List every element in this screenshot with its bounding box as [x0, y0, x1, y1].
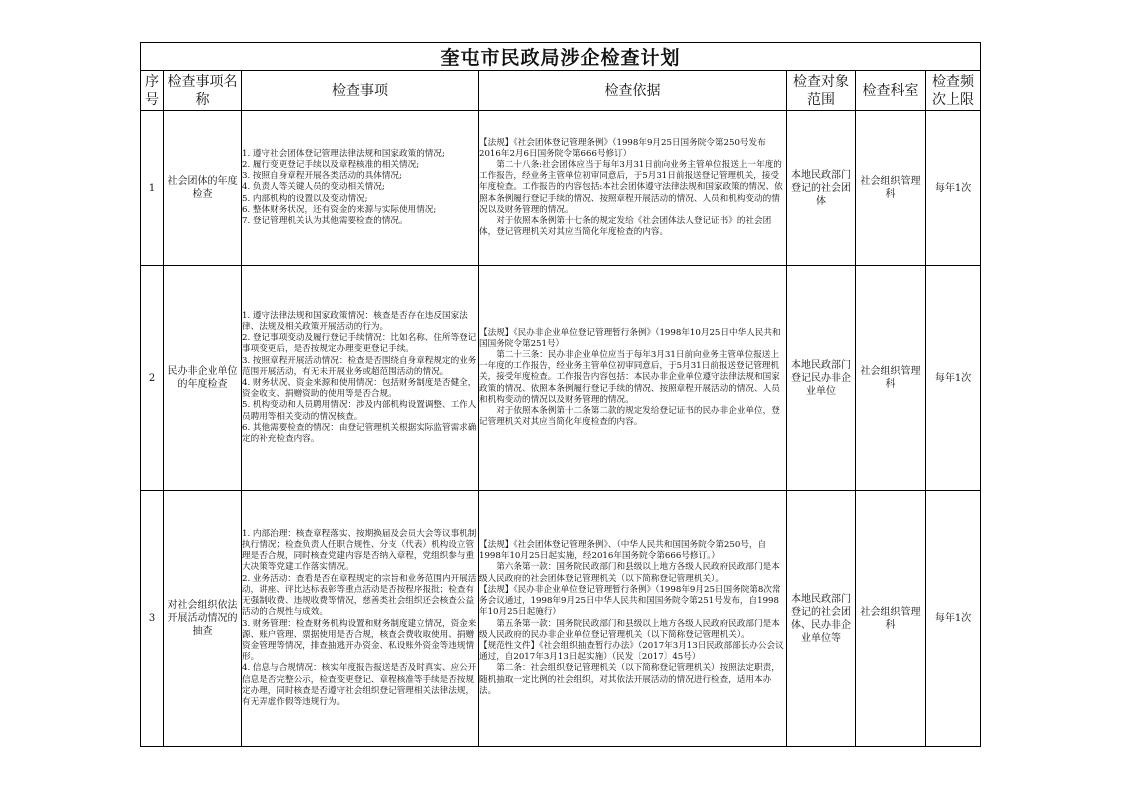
item-line: 4. 信息与合规情况：核实年度报告报送是否及时真实、应公开信息是否完整公示，检查变更登记、章程核准等手续是否按规定办理，同时核查是否遵守社会组织登记管理相关法律法规，有无弄虚作假等违规行为。 [242, 663, 477, 707]
item-line: 2. 履行变更登记手续以及章程核准的相关情况; [242, 159, 420, 170]
page-title: 奎屯市民政局涉企检查计划 [141, 43, 981, 71]
row-freq: 每年1次 [926, 491, 981, 747]
row-name: 对社会组织依法开展活动情况的抽查 [164, 491, 242, 747]
item-line: 2. 业务活动：查看是否在章程规定的宗旨和业务范围内开展活动，讲座、评比达标表彰等重点活动是否按程序报批；检查有无强制收费、违规收费等情况，慈善类社会组织还会核查公益活动的合规性与成效。 [242, 573, 477, 618]
row-items [242, 111, 479, 266]
row-items [242, 266, 479, 491]
header-seq: 序号 [141, 71, 164, 111]
basis-line: 对于依照本条例第十七条的规定发给《社会团体法人登记证书》的社会团体，登记管理机关对其应当简化年度检查的内容。 [479, 216, 772, 238]
row-name: 社会团体的年度检查 [164, 111, 242, 266]
header-scope: 检查对象范围 [787, 71, 856, 111]
item-line: 4. 财务状况、资金来源和使用情况：包括财务制度是否健全，资金收支、捐赠资助的使用等是否合规。 [242, 378, 477, 400]
item-line: 2. 登记事项变动及履行登记手续情况：比如名称、住所等登记事项变更后，是否按规定办理变更登记手续。 [242, 333, 477, 355]
row-scope: 本地民政部门登记的社会团体 [787, 111, 856, 266]
basis-line: 【法规】《民办非企业单位登记管理暂行条例》（1998年10月25日中华人民共和国国务院令第251号） [479, 327, 781, 349]
header-items: 检查事项 [242, 71, 479, 111]
header-name: 检查事项名称 [164, 71, 242, 111]
header-freq: 检查频次上限 [926, 71, 981, 111]
item-line: 5. 内部机构的设置以及变动情况; [242, 193, 368, 204]
item-line: 6. 其他需要检查的情况：由登记管理机关根据实际监管需求确定的补充检查内容。 [242, 422, 477, 445]
basis-line: 对于依照本条例第十二条第二款的规定发给登记证书的民办非企业单位，登记管理机关对其应当简化年度检查的内容。 [479, 406, 780, 428]
basis-line: 第二条：社会组织登记管理机关（以下简称登记管理机关）按照法定职责，随机抽取一定比例的社会组织，对其依法开展活动的情况进行检查，适用本办法。 [479, 663, 780, 696]
table-row [141, 491, 981, 747]
basis-line: 【法规】《社会团体登记管理条例》、（中华人民共和国国务院令第250号，自1998年10月25日起实施，经2016年国务院令第666号修订。） [479, 540, 767, 562]
basis-line: 第五条第一款：国务院民政部门和县级以上地方各级人民政府民政部门是本级人民政府的民办非企业单位登记管理机关（以下简称登记管理机关）。 [479, 618, 780, 640]
basis-line: 【规范性文件】《社会组织抽查暂行办法》（2017年3月13日民政部部长办公会议通过，自2017年3月13日起实施）（民发〔2017〕45号） [479, 640, 784, 663]
basis-line: 第二十八条:社会团体应当于每年3月31日前向业务主管单位报送上一年度的工作报告，经业务主管单位初审同意后，于5月31日前报送登记管理机关，接受年度检查。工作报告的内容包括:本社会团体遵守法律法规和国家政策的情况、依照本条例履行登记手续的情况、按照章程开展活动的情况、人员和机构变动的情况以及财务管理的情况。 [479, 159, 783, 215]
row-seq: 2 [141, 266, 164, 491]
row-freq: 每年1次 [926, 111, 981, 266]
row-scope: 本地民政部门登记的社会团体、民办非企业单位等 [787, 491, 856, 747]
row-office: 社会组织管理科 [856, 266, 926, 491]
table-row [141, 111, 981, 266]
row-items [242, 491, 479, 747]
row-seq: 3 [141, 491, 164, 747]
inspection-plan-table [140, 42, 981, 747]
row-name: 民办非企业单位的年度检查 [164, 266, 242, 491]
basis-line: 【法规】《民办非企业单位登记管理暂行条例》（1998年9月25日国务院第8次常务会议通过，1998年9月25日中华人民共和国国务院令第251号发布，自1998年10月25日起施行） [479, 584, 781, 618]
item-line: 3. 按照自身章程开展各类活动的具体情况; [242, 171, 402, 182]
row-basis [479, 266, 787, 491]
row-basis [479, 111, 787, 266]
table-header-row [141, 71, 981, 111]
row-freq: 每年1次 [926, 266, 981, 491]
row-scope: 本地民政部门登记民办非企业单位 [787, 266, 856, 491]
basis-line: 【法规】《社会团体登记管理条例》（1998年9月25日国务院令第250号发布 2016年2月6日国务院令第666号修订） [479, 137, 766, 159]
item-line: 6. 整体财务状况，还有资金的来源与实际使用情况; [242, 204, 437, 215]
basis-line: 第二十三条：民办非企业单位应当于每年3月31日前向业务主管单位报送上一年度的工作报告，经业务主管单位初审同意后，于5月31日前报送登记管理机关，接受年度检查。工作报告内容包括：本民办非企业单位遵守法律法规和国家政策的情况、依照本条例履行登记手续的情况、按照章程开展活动的情况、人员和机构变动的情况以及财务管理的情况。 [479, 349, 780, 405]
item-line: 1. 内部治理：核查章程落实、按期换届及会员大会等议事机制执行情况；检查负责人任职合规性、分支（代表）机构设立管理是否合规，同时核查党建内容是否纳入章程，党组织参与重大决策等党建工作落实情况。 [242, 528, 477, 573]
item-line: 1. 遵守社会团体登记管理法律法规和国家政策的情况; [242, 148, 445, 159]
basis-line: 第六条第一款：国务院民政部门和县级以上地方各级人民政府民政部门是本级人民政府的社会团体登记管理机关（以下简称登记管理机关）。 [479, 562, 780, 584]
item-line: 4. 负责人等关键人员的变动相关情况; [242, 182, 385, 193]
row-basis [479, 491, 787, 747]
item-line: 3. 财务管理：检查财务机构设置和财务制度建立情况，资金来源、账户管理、票据使用是否合规，核查会费收取使用、捐赠资金管理等情况，排查抽逃开办资金、私设账外资金等违规情形。 [242, 618, 477, 663]
row-office: 社会组织管理科 [856, 491, 926, 747]
table-row [141, 266, 981, 491]
item-line: 3. 按照章程开展活动情况：检查是否围绕自身章程规定的业务范围开展活动，有无未开展业务或超范围活动的情况。 [242, 355, 477, 377]
header-office: 检查科室 [856, 71, 926, 111]
item-line: 7. 登记管理机关认为其他需要检查的情况。 [242, 216, 408, 226]
header-basis: 检查依据 [479, 71, 787, 111]
row-seq: 1 [141, 111, 164, 266]
item-line: 1. 遵守法律法规和国家政策情况：核查是否存在违反国家法律、法规及相关政策开展活动的行为。 [242, 310, 468, 332]
item-line: 5. 机构变动和人员聘用情况：涉及内部机构设置调整、工作人员聘用等相关变动的情况核查。 [242, 400, 477, 422]
row-office: 社会组织管理科 [856, 111, 926, 266]
